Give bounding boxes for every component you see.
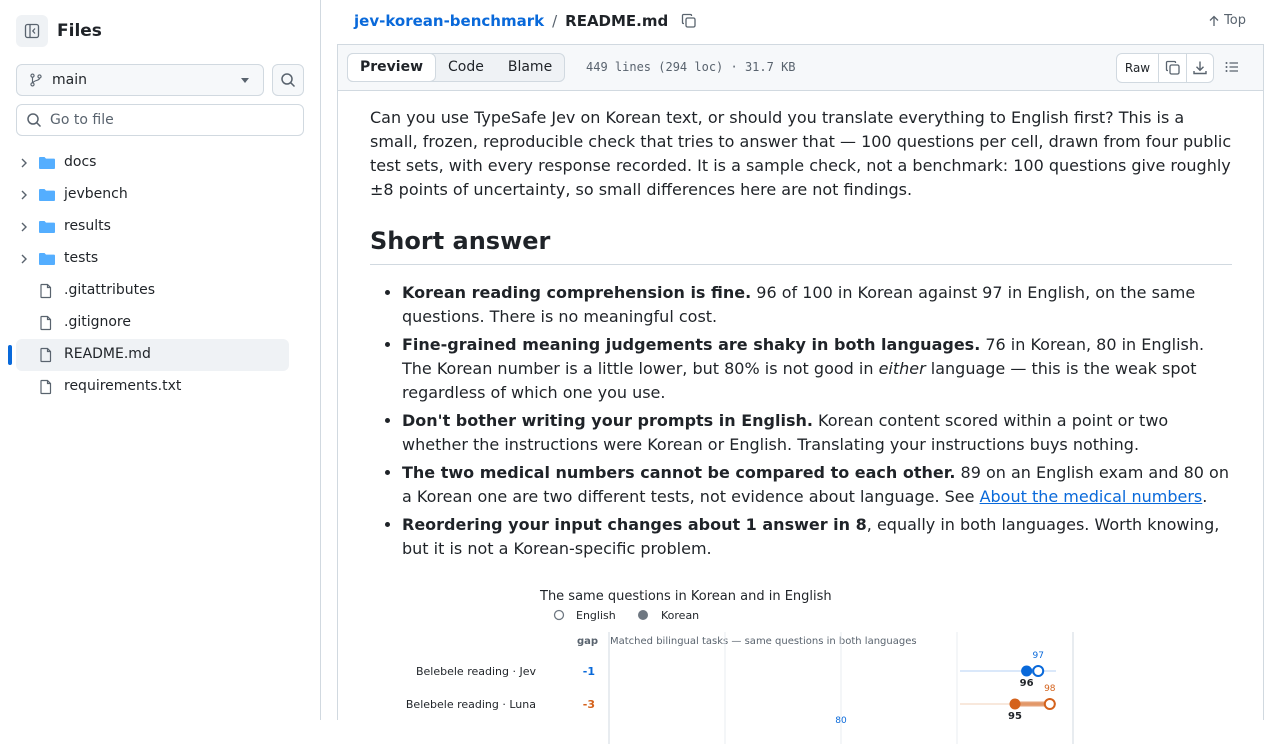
sidebar-collapse-icon xyxy=(24,23,40,39)
breadcrumb-separator: / xyxy=(552,12,558,30)
chevron-right-icon xyxy=(18,253,30,265)
short-answer-list xyxy=(370,281,1232,561)
tree-folder-item[interactable] xyxy=(16,147,289,179)
bullet-bold: Fine-grained meaning judgements are shaky in both languages. xyxy=(402,335,981,354)
bullet-bold: Don't bother writing your prompts in English. xyxy=(402,411,813,430)
bullet-text: language — this is the weak spot regardless of which one you use. xyxy=(402,359,1197,402)
chevron-right-icon xyxy=(18,189,30,201)
outline-button[interactable] xyxy=(1224,59,1240,79)
go-to-file-field[interactable] xyxy=(16,104,304,136)
search-files-button[interactable] xyxy=(272,64,304,96)
chevron-down-icon xyxy=(241,78,249,83)
copy-icon xyxy=(681,13,697,29)
file-header xyxy=(337,0,1264,45)
view-mode-tabs xyxy=(347,53,565,82)
gap-value: -1 xyxy=(582,665,595,678)
bullet-text: . xyxy=(1202,487,1208,506)
tree-item-label: tests xyxy=(64,250,99,266)
git-branch-icon xyxy=(29,73,43,87)
search-icon xyxy=(26,112,42,128)
korean-value-label: 95 xyxy=(1008,711,1022,722)
branch-selector[interactable] xyxy=(16,64,264,96)
file-tree xyxy=(16,147,289,403)
download-button[interactable] xyxy=(1186,54,1213,82)
bullet-text: Korean content scored within a point or two whether the instructions were Korean or English. Translating your instructions buys nothing. xyxy=(402,411,1169,454)
medical-numbers-link[interactable]: About the medical numbers xyxy=(979,487,1203,506)
breadcrumb xyxy=(354,12,697,30)
back-to-top-button[interactable] xyxy=(1208,13,1246,28)
markdown-body xyxy=(370,106,1232,726)
copy-raw-button[interactable] xyxy=(1159,54,1186,82)
file-meta: 449 lines (294 loc) · 31.7 KB xyxy=(586,60,796,74)
folder-icon xyxy=(38,187,56,203)
chevron-right-icon xyxy=(18,221,30,233)
tree-folder-item[interactable] xyxy=(16,179,289,211)
chevron-right-icon xyxy=(18,157,30,169)
row-label: Belebele reading · Jev xyxy=(415,665,536,678)
download-icon xyxy=(1192,60,1208,76)
row-label: Belebele reading · Luna xyxy=(405,698,536,711)
legend-english-label: English xyxy=(576,609,616,622)
gap-value: -3 xyxy=(582,698,595,711)
go-to-file-input[interactable] xyxy=(50,112,290,128)
arrow-up-icon xyxy=(1208,15,1220,27)
copy-icon xyxy=(1165,60,1181,76)
english-point xyxy=(1033,666,1043,676)
tree-item-label: README.md xyxy=(64,346,151,362)
tree-file-item[interactable] xyxy=(16,275,289,307)
collapse-sidebar-button[interactable] xyxy=(16,15,48,47)
bullet-bold: The two medical numbers cannot be compared to each other. xyxy=(402,463,956,482)
breadcrumb-file: README.md xyxy=(565,12,669,30)
section-label: Matched bilingual tasks — same questions in both languages xyxy=(610,636,917,647)
search-icon xyxy=(280,72,296,88)
tree-item-label: results xyxy=(64,218,111,234)
tree-file-item[interactable] xyxy=(16,339,289,371)
tab-preview[interactable]: Preview xyxy=(347,53,436,82)
breadcrumb-repo-link[interactable]: jev-korean-benchmark xyxy=(354,12,545,30)
list-item xyxy=(402,513,1232,561)
file-icon xyxy=(38,379,54,395)
tree-item-label: .gitattributes xyxy=(64,282,156,298)
file-icon xyxy=(38,283,54,299)
readme-content xyxy=(337,91,1264,726)
section-heading: Short answer xyxy=(370,226,1232,265)
list-item xyxy=(402,281,1232,329)
bullet-text: , equally in both languages. Worth knowing, but it is not a Korean-specific problem. xyxy=(402,515,1220,558)
file-tree-sidebar xyxy=(0,0,321,720)
file-toolbar xyxy=(337,45,1264,91)
list-outline-icon xyxy=(1224,59,1240,75)
tree-item-label: jevbench xyxy=(64,186,128,202)
branch-name: main xyxy=(52,72,87,88)
back-to-top-label: Top xyxy=(1224,13,1246,28)
list-item xyxy=(402,461,1232,509)
bullet-text: 89 on an English exam and 80 on a Korean one are two different tests, not evidence about language. See xyxy=(402,463,1229,506)
korean-point xyxy=(1021,666,1032,677)
bullet-bold: Korean reading comprehension is fine. xyxy=(402,283,752,302)
tree-item-label: .gitignore xyxy=(64,314,131,330)
legend-english-marker xyxy=(555,611,564,620)
sidebar-header xyxy=(16,15,102,47)
gap-header: gap xyxy=(577,636,599,647)
folder-icon xyxy=(38,219,56,235)
sidebar-title: Files xyxy=(57,21,102,41)
intro-paragraph: Can you use TypeSafe Jev on Korean text, or should you translate everything to English first? This is a small, frozen, reproducible check that tries to answer that — 100 questions per cell, drawn from four public test sets, with every response recorded. It is a sample check, not a benchmark: 100 questions give roughly ±8 points of uncertainty, so small differences here are not findings. xyxy=(370,108,1232,199)
tree-item-label: requirements.txt xyxy=(64,378,182,394)
chart-title: The same questions in Korean and in English xyxy=(540,589,832,604)
bullet-bold: Reordering your input changes about 1 answer in 8 xyxy=(402,515,867,534)
file-icon xyxy=(38,315,54,331)
folder-icon xyxy=(38,251,56,267)
tree-file-item[interactable] xyxy=(16,371,289,403)
tree-item-label: docs xyxy=(64,154,97,170)
folder-icon xyxy=(38,155,56,171)
tab-code[interactable]: Code xyxy=(448,59,484,75)
korean-value-label: 96 xyxy=(1019,678,1034,689)
legend-korean-marker xyxy=(638,610,648,620)
english-point xyxy=(1045,699,1055,709)
raw-button[interactable]: Raw xyxy=(1117,54,1159,82)
english-value-label: 97 xyxy=(1032,651,1044,661)
bullet-text: 96 of 100 in Korean against 97 in English, on the same questions. There is no meaningful cost. xyxy=(402,283,1196,326)
list-item xyxy=(402,333,1232,405)
list-item xyxy=(402,409,1232,457)
english-value-label: 98 xyxy=(1044,684,1056,694)
tree-folder-item[interactable] xyxy=(16,243,289,275)
bullet-emphasis: either xyxy=(878,359,926,378)
file-icon xyxy=(38,347,54,363)
korean-point xyxy=(1010,699,1021,710)
bilingual-dumbbell-chart xyxy=(370,584,1090,744)
tree-file-item[interactable] xyxy=(16,307,289,339)
copy-path-button[interactable] xyxy=(681,13,697,29)
x-tick-label: 80 xyxy=(835,716,847,726)
tree-folder-item[interactable] xyxy=(16,211,289,243)
file-actions xyxy=(1116,53,1214,83)
bullet-text: 76 in Korean, 80 in English. The Korean number is a little lower, but 80% is not good in xyxy=(402,335,1205,378)
legend-korean-label: Korean xyxy=(661,609,700,622)
tab-blame[interactable]: Blame xyxy=(507,59,553,75)
